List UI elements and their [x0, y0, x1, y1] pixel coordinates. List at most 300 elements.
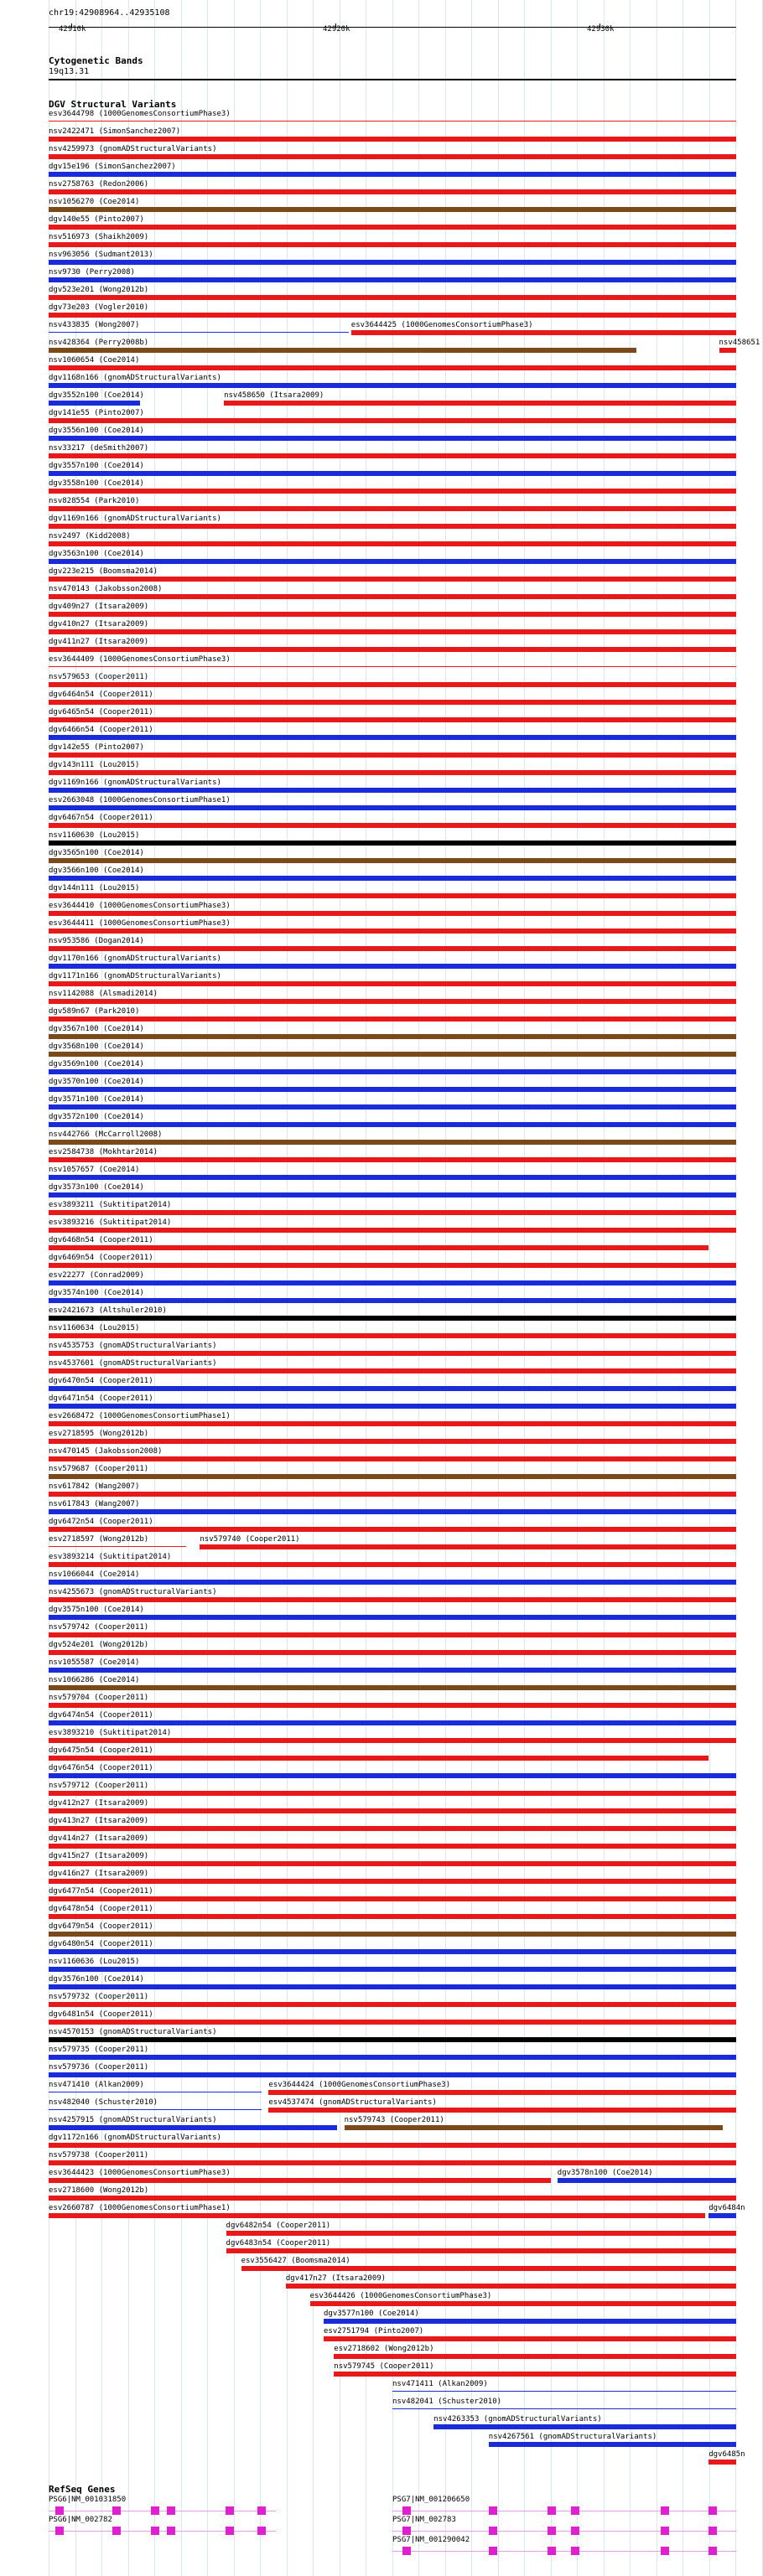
variant-label[interactable]: nsv579743 (Cooper2011) — [344, 2116, 444, 2124]
variant-label[interactable]: dgv1172n166 (gnomADStructuralVariants) — [49, 2134, 221, 2142]
variant-label[interactable]: nsv828554 (Park2010) — [49, 497, 140, 505]
variant-label[interactable]: dgv1171n166 (gnomADStructuralVariants) — [49, 972, 221, 980]
variant-label[interactable]: esv2718602 (Wong2012b) — [334, 2345, 434, 2353]
variant-bar[interactable] — [49, 753, 736, 758]
variant-bar[interactable] — [49, 2125, 337, 2130]
variant-bar[interactable] — [49, 1192, 736, 1197]
variant-label[interactable]: esv3644410 (1000GenomesConsortiumPhase3) — [49, 902, 231, 910]
variant-bar[interactable] — [49, 1668, 736, 1673]
variant-label[interactable]: dgv3558n100 (Coe2014) — [49, 479, 144, 488]
variant-bar[interactable] — [49, 1879, 736, 1884]
variant-bar[interactable] — [49, 1527, 736, 1532]
variant-bar[interactable] — [49, 1140, 736, 1145]
variant-bar[interactable] — [49, 1562, 736, 1567]
variant-bar[interactable] — [49, 1474, 736, 1479]
variant-label[interactable]: nsv471410 (Alkan2009) — [49, 2081, 144, 2089]
variant-label[interactable]: nsv4570153 (gnomADStructuralVariants) — [49, 2028, 217, 2036]
variant-label[interactable]: dgv6482n54 (Cooper2011) — [226, 2222, 331, 2230]
variant-bar[interactable] — [49, 401, 140, 406]
variant-bar[interactable] — [49, 1773, 736, 1778]
gene-label[interactable]: PSG6|NM_002782 — [49, 2516, 112, 2524]
variant-label[interactable]: dgv6468n54 (Cooper2011) — [49, 1236, 153, 1244]
variant-bar[interactable] — [224, 401, 736, 406]
variant-bar[interactable] — [49, 1844, 736, 1849]
variant-bar[interactable] — [49, 383, 736, 388]
variant-label[interactable]: dgv589n67 (Park2010) — [49, 1007, 140, 1016]
variant-bar[interactable] — [489, 2442, 736, 2447]
variant-label[interactable]: nsv471411 (Alkan2009) — [392, 2380, 488, 2388]
variant-label[interactable]: nsv1142088 (Alsmadi2014) — [49, 990, 158, 998]
variant-label[interactable]: nsv516973 (Shaikh2009) — [49, 233, 149, 241]
variant-label[interactable]: nsv579740 (Cooper2011) — [200, 1535, 300, 1544]
variant-bar[interactable] — [49, 1122, 736, 1127]
variant-bar[interactable] — [49, 1298, 736, 1303]
gene-label[interactable]: PSG7|NM_002783 — [392, 2516, 456, 2524]
variant-label[interactable]: dgv6469n54 (Cooper2011) — [49, 1254, 153, 1262]
variant-label[interactable]: esv3893211 (Suktitipat2014) — [49, 1201, 172, 1209]
variant-bar[interactable] — [268, 2090, 736, 2095]
variant-label[interactable]: nsv2422471 (SimonSanchez2007) — [49, 127, 181, 136]
variant-bar[interactable] — [49, 629, 736, 634]
variant-bar[interactable] — [49, 682, 736, 687]
variant-label[interactable]: esv3644409 (1000GenomesConsortiumPhase3) — [49, 655, 231, 664]
variant-label[interactable]: esv3644424 (1000GenomesConsortiumPhase3) — [268, 2081, 451, 2089]
variant-bar[interactable] — [49, 2037, 736, 2042]
gene-exon[interactable] — [708, 2527, 717, 2535]
variant-bar[interactable] — [324, 2319, 736, 2324]
gene-exon[interactable] — [708, 2547, 717, 2555]
variant-label[interactable]: nsv33217 (deSmith2007) — [49, 444, 149, 453]
gene-intron[interactable] — [392, 2551, 736, 2552]
variant-label[interactable]: dgv3557n100 (Coe2014) — [49, 462, 144, 470]
variant-bar[interactable] — [286, 2284, 736, 2289]
variant-label[interactable]: dgv3572n100 (Coe2014) — [49, 1113, 144, 1121]
variant-label[interactable]: dgv524e201 (Wong2012b) — [49, 1641, 149, 1649]
variant-bar[interactable] — [49, 981, 736, 986]
variant-label[interactable]: esv2663048 (1000GenomesConsortiumPhase1) — [49, 796, 231, 804]
variant-label[interactable]: nsv458651 — [719, 339, 760, 347]
variant-label[interactable]: nsv4255673 (gnomADStructuralVariants) — [49, 1588, 217, 1596]
variant-bar[interactable] — [49, 436, 736, 441]
variant-bar[interactable] — [49, 1456, 736, 1461]
variant-label[interactable]: dgv410n27 (Itsara2009) — [49, 620, 149, 628]
variant-bar[interactable] — [49, 1967, 736, 1972]
variant-bar[interactable] — [49, 612, 736, 617]
variant-bar[interactable] — [49, 1650, 736, 1655]
variant-label[interactable]: nsv4267561 (gnomADStructuralVariants) — [488, 2433, 657, 2441]
variant-bar[interactable] — [49, 172, 736, 177]
variant-label[interactable]: esv2421673 (Altshuler2010) — [49, 1306, 167, 1315]
gene-exon[interactable] — [489, 2547, 497, 2555]
variant-label[interactable]: dgv6466n54 (Cooper2011) — [49, 726, 153, 734]
variant-bar[interactable] — [351, 330, 736, 335]
variant-bar[interactable] — [334, 2354, 736, 2359]
variant-bar[interactable] — [49, 1492, 736, 1497]
gene-exon[interactable] — [571, 2506, 579, 2515]
variant-label[interactable]: dgv6479n54 (Cooper2011) — [49, 1922, 153, 1931]
variant-bar[interactable] — [708, 2213, 736, 2218]
variant-label[interactable]: esv2751794 (Pinto2007) — [324, 2327, 424, 2335]
gene-label[interactable]: PSG6|NM_001031850 — [49, 2496, 127, 2504]
variant-label[interactable]: nsv1057657 (Coe2014) — [49, 1166, 140, 1174]
variant-bar[interactable] — [49, 1615, 736, 1620]
variant-label[interactable]: dgv6485n — [708, 2450, 745, 2459]
variant-bar[interactable] — [49, 805, 736, 810]
variant-label[interactable]: esv3556427 (Boomsma2014) — [241, 2257, 350, 2265]
variant-bar[interactable] — [49, 1386, 736, 1391]
variant-bar[interactable] — [49, 594, 736, 599]
variant-bar[interactable] — [49, 1703, 736, 1708]
variant-bar[interactable] — [49, 471, 736, 476]
variant-bar[interactable] — [49, 2002, 736, 2007]
variant-label[interactable]: nsv4257915 (gnomADStructuralVariants) — [49, 2116, 217, 2124]
variant-label[interactable]: dgv3570n100 (Coe2014) — [49, 1078, 144, 1086]
variant-bar[interactable] — [49, 1546, 186, 1547]
variant-bar[interactable] — [49, 524, 736, 529]
variant-bar[interactable] — [49, 1914, 736, 1919]
variant-label[interactable]: nsv2497 (Kidd2008) — [49, 532, 131, 541]
variant-label[interactable]: dgv15e196 (SimonSanchez2007) — [49, 163, 176, 171]
variant-bar[interactable] — [49, 770, 736, 775]
variant-label[interactable]: esv2668472 (1000GenomesConsortiumPhase1) — [49, 1412, 231, 1420]
variant-label[interactable]: dgv523e201 (Wong2012b) — [49, 286, 149, 294]
variant-label[interactable]: dgv6478n54 (Cooper2011) — [49, 1905, 153, 1913]
variant-label[interactable]: esv4537474 (gnomADStructuralVariants) — [268, 2098, 437, 2107]
variant-label[interactable]: dgv416n27 (Itsara2009) — [49, 1870, 149, 1878]
gene-exon[interactable] — [548, 2506, 556, 2515]
variant-label[interactable]: dgv6464n54 (Cooper2011) — [49, 691, 153, 699]
variant-bar[interactable] — [49, 823, 736, 828]
variant-label[interactable]: dgv3571n100 (Coe2014) — [49, 1095, 144, 1104]
variant-label[interactable]: esv2584738 (Mokhtar2014) — [49, 1148, 158, 1156]
variant-label[interactable]: nsv963056 (Sudmant2013) — [49, 251, 153, 259]
variant-bar[interactable] — [49, 1016, 736, 1022]
variant-label[interactable]: nsv482041 (Schuster2010) — [392, 2398, 502, 2406]
variant-bar[interactable] — [49, 348, 636, 353]
variant-bar[interactable] — [49, 1157, 736, 1162]
variant-bar[interactable] — [49, 717, 736, 722]
variant-bar[interactable] — [49, 1720, 736, 1725]
variant-label[interactable]: dgv142e55 (Pinto2007) — [49, 743, 144, 752]
variant-label[interactable]: nsv579735 (Cooper2011) — [49, 2046, 149, 2054]
variant-label[interactable]: dgv6484n — [708, 2204, 745, 2212]
variant-label[interactable]: nsv4263353 (gnomADStructuralVariants) — [433, 2415, 602, 2423]
variant-bar[interactable] — [719, 348, 737, 353]
variant-bar[interactable] — [49, 189, 736, 194]
variant-label[interactable]: nsv428364 (Perry2008b) — [49, 339, 149, 347]
variant-bar[interactable] — [49, 207, 736, 212]
variant-label[interactable]: dgv3563n100 (Coe2014) — [49, 550, 144, 558]
variant-bar[interactable] — [49, 1316, 736, 1321]
variant-label[interactable]: esv3893216 (Suktitipat2014) — [49, 1218, 172, 1227]
gene-exon[interactable] — [548, 2527, 556, 2535]
variant-label[interactable]: dgv141e55 (Pinto2007) — [49, 409, 144, 417]
variant-label[interactable]: dgv6474n54 (Cooper2011) — [49, 1711, 153, 1720]
variant-bar[interactable] — [49, 1756, 708, 1761]
variant-label[interactable]: esv22277 (Conrad2009) — [49, 1271, 144, 1280]
variant-bar[interactable] — [49, 277, 736, 282]
variant-label[interactable]: esv3644798 (1000GenomesConsortiumPhase3) — [49, 110, 231, 118]
variant-label[interactable]: dgv6465n54 (Cooper2011) — [49, 708, 153, 716]
variant-bar[interactable] — [49, 1052, 736, 1057]
variant-label[interactable]: nsv470143 (Jakobsson2008) — [49, 585, 163, 593]
variant-bar[interactable] — [345, 2125, 723, 2130]
variant-label[interactable]: nsv442766 (McCarroll2008) — [49, 1130, 163, 1139]
variant-label[interactable]: dgv3574n100 (Coe2014) — [49, 1289, 144, 1297]
variant-bar[interactable] — [49, 1791, 736, 1796]
variant-label[interactable]: dgv417n27 (Itsara2009) — [285, 2274, 387, 2283]
variant-label[interactable]: dgv3568n100 (Coe2014) — [49, 1042, 144, 1051]
variant-bar[interactable] — [49, 858, 736, 863]
variant-bar[interactable] — [49, 365, 736, 370]
variant-bar[interactable] — [49, 946, 736, 951]
gene-exon[interactable] — [402, 2527, 411, 2535]
variant-label[interactable]: dgv73e203 (Vogler2010) — [49, 303, 149, 312]
variant-label[interactable]: dgv6483n54 (Cooper2011) — [226, 2239, 331, 2248]
variant-bar[interactable] — [49, 295, 736, 300]
variant-label[interactable]: esv3893210 (Suktitipat2014) — [49, 1729, 172, 1737]
variant-bar[interactable] — [49, 1263, 736, 1268]
variant-label[interactable]: esv3893214 (Suktitipat2014) — [49, 1553, 172, 1561]
variant-label[interactable]: dgv6472n54 (Cooper2011) — [49, 1518, 153, 1526]
variant-bar[interactable] — [49, 1984, 736, 1989]
variant-bar[interactable] — [49, 911, 736, 916]
variant-label[interactable]: dgv6467n54 (Cooper2011) — [49, 814, 153, 822]
variant-label[interactable]: dgv3576n100 (Coe2014) — [49, 1975, 144, 1984]
variant-bar[interactable] — [49, 1175, 736, 1180]
variant-bar[interactable] — [49, 260, 736, 265]
variant-bar[interactable] — [49, 1861, 736, 1866]
variant-bar[interactable] — [49, 700, 736, 705]
variant-bar[interactable] — [49, 577, 736, 582]
variant-label[interactable]: dgv3575n100 (Coe2014) — [49, 1606, 144, 1614]
variant-label[interactable]: esv3644426 (1000GenomesConsortiumPhase3) — [309, 2292, 492, 2300]
gene-label[interactable]: PSG7|NM_001206650 — [392, 2496, 470, 2504]
variant-label[interactable]: dgv1168n166 (gnomADStructuralVariants) — [49, 374, 221, 382]
variant-bar[interactable] — [49, 154, 736, 159]
variant-label[interactable]: dgv6477n54 (Cooper2011) — [49, 1887, 153, 1896]
variant-label[interactable]: dgv1170n166 (gnomADStructuralVariants) — [49, 954, 221, 963]
variant-bar[interactable] — [49, 1826, 736, 1831]
variant-bar[interactable] — [49, 2143, 736, 2148]
variant-label[interactable]: nsv9730 (Perry2008) — [49, 268, 135, 277]
variant-label[interactable]: dgv3567n100 (Coe2014) — [49, 1025, 144, 1033]
variant-label[interactable]: dgv1169n166 (gnomADStructuralVariants) — [49, 515, 221, 523]
variant-bar[interactable] — [226, 2231, 736, 2236]
variant-bar[interactable] — [49, 928, 736, 934]
variant-label[interactable]: nsv1056270 (Coe2014) — [49, 198, 140, 206]
variant-bar[interactable] — [49, 1210, 736, 1215]
variant-bar[interactable] — [49, 1421, 736, 1426]
variant-label[interactable]: dgv3569n100 (Coe2014) — [49, 1060, 144, 1068]
variant-bar[interactable] — [392, 2408, 736, 2409]
variant-label[interactable]: dgv223e215 (Boomsma2014) — [49, 567, 158, 576]
variant-bar[interactable] — [49, 2109, 262, 2110]
variant-label[interactable]: dgv3573n100 (Coe2014) — [49, 1183, 144, 1192]
variant-bar[interactable] — [241, 2266, 736, 2271]
variant-label[interactable]: esv3644423 (1000GenomesConsortiumPhase3) — [49, 2169, 231, 2177]
variant-bar[interactable] — [49, 2196, 736, 2201]
variant-bar[interactable] — [49, 1034, 736, 1039]
variant-label[interactable]: dgv3578n100 (Coe2014) — [557, 2169, 653, 2177]
variant-label[interactable]: esv2718597 (Wong2012b) — [49, 1535, 149, 1544]
variant-bar[interactable] — [49, 225, 736, 230]
variant-label[interactable]: dgv6471n54 (Cooper2011) — [49, 1394, 153, 1403]
gene-exon[interactable] — [661, 2547, 669, 2555]
variant-label[interactable]: esv2718600 (Wong2012b) — [49, 2186, 149, 2195]
variant-label[interactable]: dgv409n27 (Itsara2009) — [49, 603, 149, 611]
variant-bar[interactable] — [49, 1808, 736, 1813]
variant-label[interactable]: nsv1160636 (Lou2015) — [49, 1958, 140, 1966]
variant-bar[interactable] — [49, 1404, 736, 1409]
variant-bar[interactable] — [49, 2055, 736, 2060]
variant-bar[interactable] — [49, 1896, 736, 1901]
variant-label[interactable]: nsv482040 (Schuster2010) — [49, 2098, 158, 2107]
variant-bar[interactable] — [49, 1509, 736, 1514]
variant-label[interactable]: esv2718595 (Wong2012b) — [49, 1430, 149, 1438]
variant-bar[interactable] — [49, 418, 736, 423]
variant-bar[interactable] — [49, 242, 736, 247]
variant-label[interactable]: dgv3565n100 (Coe2014) — [49, 849, 144, 857]
variant-bar[interactable] — [49, 1245, 708, 1250]
variant-label[interactable]: nsv617842 (Wang2007) — [49, 1482, 140, 1491]
variant-label[interactable]: dgv3552n100 (Coe2014) — [49, 391, 144, 400]
variant-bar[interactable] — [49, 1597, 736, 1602]
variant-label[interactable]: nsv470145 (Jakobsson2008) — [49, 1447, 163, 1456]
variant-label[interactable]: nsv579712 (Cooper2011) — [49, 1782, 149, 1790]
variant-bar[interactable] — [49, 1104, 736, 1110]
variant-bar[interactable] — [49, 506, 736, 511]
variant-bar[interactable] — [226, 2248, 736, 2253]
variant-bar[interactable] — [49, 1949, 736, 1954]
variant-label[interactable]: nsv4535753 (gnomADStructuralVariants) — [49, 1342, 217, 1350]
gene-exon[interactable] — [571, 2547, 579, 2555]
variant-label[interactable]: nsv1055587 (Coe2014) — [49, 1658, 140, 1667]
variant-label[interactable]: dgv143n111 (Lou2015) — [49, 761, 140, 769]
gene-exon[interactable] — [661, 2527, 669, 2535]
variant-label[interactable]: nsv433835 (Wong2007) — [49, 321, 140, 329]
variant-label[interactable]: dgv144n111 (Lou2015) — [49, 884, 140, 892]
variant-bar[interactable] — [49, 1280, 736, 1285]
variant-bar[interactable] — [49, 1069, 736, 1074]
variant-label[interactable]: dgv3566n100 (Coe2014) — [49, 866, 144, 875]
variant-bar[interactable] — [49, 1087, 736, 1092]
variant-bar[interactable] — [49, 1738, 736, 1743]
variant-bar[interactable] — [49, 2178, 551, 2183]
variant-bar[interactable] — [49, 121, 736, 122]
variant-label[interactable]: dgv6475n54 (Cooper2011) — [49, 1746, 153, 1755]
variant-label[interactable]: dgv413n27 (Itsara2009) — [49, 1817, 149, 1825]
variant-bar[interactable] — [334, 2372, 736, 2377]
gene-exon[interactable] — [571, 2527, 579, 2535]
variant-bar[interactable] — [558, 2178, 736, 2183]
variant-bar[interactable] — [49, 999, 736, 1004]
variant-label[interactable]: dgv3577n100 (Coe2014) — [324, 2310, 419, 2318]
variant-label[interactable]: esv2660787 (1000GenomesConsortiumPhase1) — [49, 2204, 231, 2212]
variant-bar[interactable] — [49, 1333, 736, 1338]
variant-label[interactable]: nsv579704 (Cooper2011) — [49, 1694, 149, 1702]
variant-bar[interactable] — [49, 137, 736, 142]
variant-label[interactable]: dgv6481n54 (Cooper2011) — [49, 2010, 153, 2019]
variant-label[interactable]: dgv414n27 (Itsara2009) — [49, 1834, 149, 1843]
gene-exon[interactable] — [548, 2547, 556, 2555]
variant-bar[interactable] — [268, 2108, 736, 2113]
variant-bar[interactable] — [49, 541, 736, 546]
variant-bar[interactable] — [49, 453, 736, 458]
variant-label[interactable]: dgv6476n54 (Cooper2011) — [49, 1764, 153, 1772]
variant-bar[interactable] — [49, 489, 736, 494]
variant-bar[interactable] — [49, 964, 736, 969]
variant-label[interactable]: nsv579736 (Cooper2011) — [49, 2063, 149, 2072]
variant-label[interactable]: esv3644425 (1000GenomesConsortiumPhase3) — [350, 321, 533, 329]
variant-bar[interactable] — [49, 647, 736, 652]
variant-bar[interactable] — [49, 666, 736, 667]
gene-exon[interactable] — [402, 2547, 411, 2555]
variant-bar[interactable] — [49, 1685, 736, 1690]
variant-label[interactable]: nsv579653 (Cooper2011) — [49, 673, 149, 681]
gene-intron[interactable] — [392, 2531, 736, 2532]
variant-bar[interactable] — [49, 1228, 736, 1233]
variant-label[interactable]: nsv1060654 (Coe2014) — [49, 356, 140, 365]
variant-label[interactable]: dgv1169n166 (gnomADStructuralVariants) — [49, 778, 221, 787]
variant-label[interactable]: nsv579687 (Cooper2011) — [49, 1465, 149, 1473]
variant-bar[interactable] — [49, 735, 736, 740]
variant-bar[interactable] — [49, 1351, 736, 1356]
variant-bar[interactable] — [49, 893, 736, 898]
variant-label[interactable]: nsv579738 (Cooper2011) — [49, 2151, 149, 2160]
variant-label[interactable]: nsv579732 (Cooper2011) — [49, 1993, 149, 2001]
gene-label[interactable]: PSG7|NM_001290042 — [392, 2536, 470, 2544]
variant-bar[interactable] — [49, 841, 736, 846]
variant-label[interactable]: dgv412n27 (Itsara2009) — [49, 1799, 149, 1808]
variant-bar[interactable] — [49, 2213, 705, 2218]
variant-bar[interactable] — [49, 1368, 736, 1373]
variant-label[interactable]: dgv140e55 (Pinto2007) — [49, 215, 144, 224]
variant-bar[interactable] — [433, 2424, 736, 2429]
variant-label[interactable]: nsv1160634 (Lou2015) — [49, 1324, 140, 1332]
variant-label[interactable]: nsv4537601 (gnomADStructuralVariants) — [49, 1359, 217, 1368]
variant-label[interactable]: dgv3556n100 (Coe2014) — [49, 427, 144, 435]
variant-bar[interactable] — [49, 2020, 736, 2025]
variant-bar[interactable] — [708, 2460, 736, 2465]
variant-bar[interactable] — [49, 1632, 736, 1637]
variant-bar[interactable] — [49, 559, 736, 564]
variant-bar[interactable] — [49, 1580, 736, 1585]
variant-label[interactable]: nsv579745 (Cooper2011) — [334, 2362, 434, 2371]
variant-label[interactable]: nsv4259973 (gnomADStructuralVariants) — [49, 145, 217, 153]
variant-label[interactable]: esv3644411 (1000GenomesConsortiumPhase3) — [49, 919, 231, 928]
variant-bar[interactable] — [49, 332, 349, 333]
gene-exon[interactable] — [402, 2506, 411, 2515]
variant-bar[interactable] — [324, 2336, 736, 2341]
variant-label[interactable]: nsv1066286 (Coe2014) — [49, 1676, 140, 1684]
variant-label[interactable]: nsv617843 (Wang2007) — [49, 1500, 140, 1508]
variant-bar[interactable] — [392, 2391, 736, 2392]
variant-bar[interactable] — [49, 788, 736, 793]
variant-label[interactable]: nsv953586 (Dogan2014) — [49, 937, 144, 945]
variant-bar[interactable] — [49, 1932, 736, 1937]
cytoband-bar[interactable] — [49, 79, 736, 80]
gene-exon[interactable] — [708, 2506, 717, 2515]
variant-bar[interactable] — [200, 1544, 736, 1549]
variant-label[interactable]: nsv1066044 (Coe2014) — [49, 1570, 140, 1579]
gene-exon[interactable] — [489, 2527, 497, 2535]
variant-label[interactable]: dgv411n27 (Itsara2009) — [49, 638, 149, 646]
variant-bar[interactable] — [49, 2160, 736, 2165]
gene-exon[interactable] — [661, 2506, 669, 2515]
variant-label[interactable]: dgv415n27 (Itsara2009) — [49, 1852, 149, 1860]
variant-bar[interactable] — [49, 313, 736, 318]
